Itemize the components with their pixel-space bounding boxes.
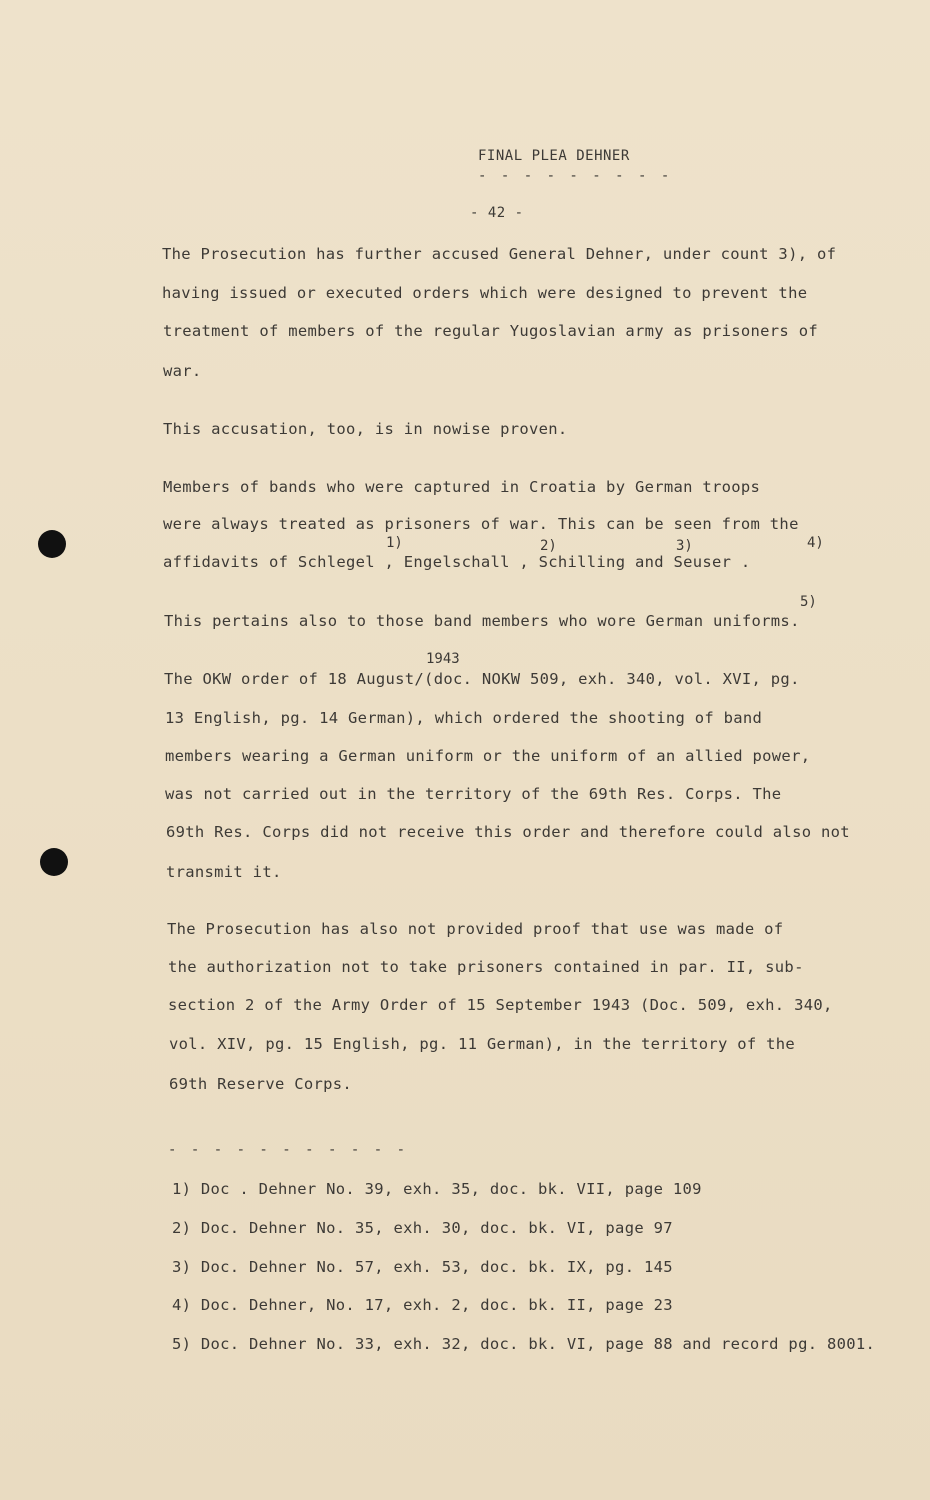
body-line: having issued or executed orders which were designed to prevent the — [162, 284, 808, 302]
body-line: was not carried out in the territory of the 69th Res. Corps. The — [165, 785, 782, 803]
body-line: transmit it. — [166, 863, 282, 881]
footnote-separator: - - - - - - - - - - - — [168, 1142, 409, 1158]
footnote-item: 5) Doc. Dehner No. 33, exh. 32, doc. bk. VI, page 88 and record pg. 8001. — [172, 1335, 876, 1353]
body-line: were always treated as prisoners of war. This can be seen from the — [163, 515, 799, 533]
footnote-ref-1: 1) — [386, 535, 403, 551]
footnote-ref-2: 2) — [540, 538, 557, 554]
footnote-item: 4) Doc. Dehner, No. 17, exh. 2, doc. bk. II, page 23 — [172, 1296, 673, 1314]
footnote-ref-4: 4) — [807, 535, 824, 551]
document-title: FINAL PLEA DEHNER — [478, 148, 630, 164]
year-insert: 1943 — [426, 651, 460, 667]
body-line: vol. XIV, pg. 15 English, pg. 11 German), in the territory of the — [169, 1035, 796, 1053]
body-line: treatment of members of the regular Yugoslavian army as prisoners of — [163, 322, 818, 340]
punch-hole-top — [38, 530, 66, 558]
body-line: war. — [163, 362, 202, 380]
footnote-item: 2) Doc. Dehner No. 35, exh. 30, doc. bk. VI, page 97 — [172, 1219, 673, 1237]
body-line: 13 English, pg. 14 German), which ordered the shooting of band — [165, 709, 763, 727]
body-line: The Prosecution has further accused General Dehner, under count 3), of — [162, 245, 837, 263]
body-line: 69th Res. Corps did not receive this order and therefore could also not — [166, 823, 850, 841]
body-line: members wearing a German uniform or the uniform of an allied power, — [165, 747, 811, 765]
body-line: the authorization not to take prisoners contained in par. II, sub- — [168, 958, 804, 976]
footnote-ref-3: 3) — [676, 538, 693, 554]
body-line: The OKW order of 18 August/(doc. NOKW 509, exh. 340, vol. XVI, pg. — [164, 670, 800, 688]
body-line: section 2 of the Army Order of 15 September 1943 (Doc. 509, exh. 340, — [168, 996, 833, 1014]
footnote-ref-5: 5) — [800, 594, 817, 610]
footnote-item: 3) Doc. Dehner No. 57, exh. 53, doc. bk. IX, pg. 145 — [172, 1258, 673, 1276]
punch-hole-bottom — [40, 848, 68, 876]
footnote-item: 1) Doc . Dehner No. 39, exh. 35, doc. bk. VII, page 109 — [172, 1180, 702, 1198]
body-line: affidavits of Schlegel , Engelschall , Schilling and Seuser . — [163, 553, 751, 571]
title-underline: - - - - - - - - - — [478, 168, 673, 184]
body-line: Members of bands who were captured in Croatia by German troops — [163, 478, 761, 496]
page-number: - 42 - — [470, 205, 524, 221]
body-line: This accusation, too, is in nowise proven. — [163, 420, 568, 438]
body-line: The Prosecution has also not provided proof that use was made of — [167, 920, 784, 938]
body-line: 69th Reserve Corps. — [169, 1075, 353, 1093]
body-line: This pertains also to those band members who wore German uniforms. — [164, 612, 800, 630]
